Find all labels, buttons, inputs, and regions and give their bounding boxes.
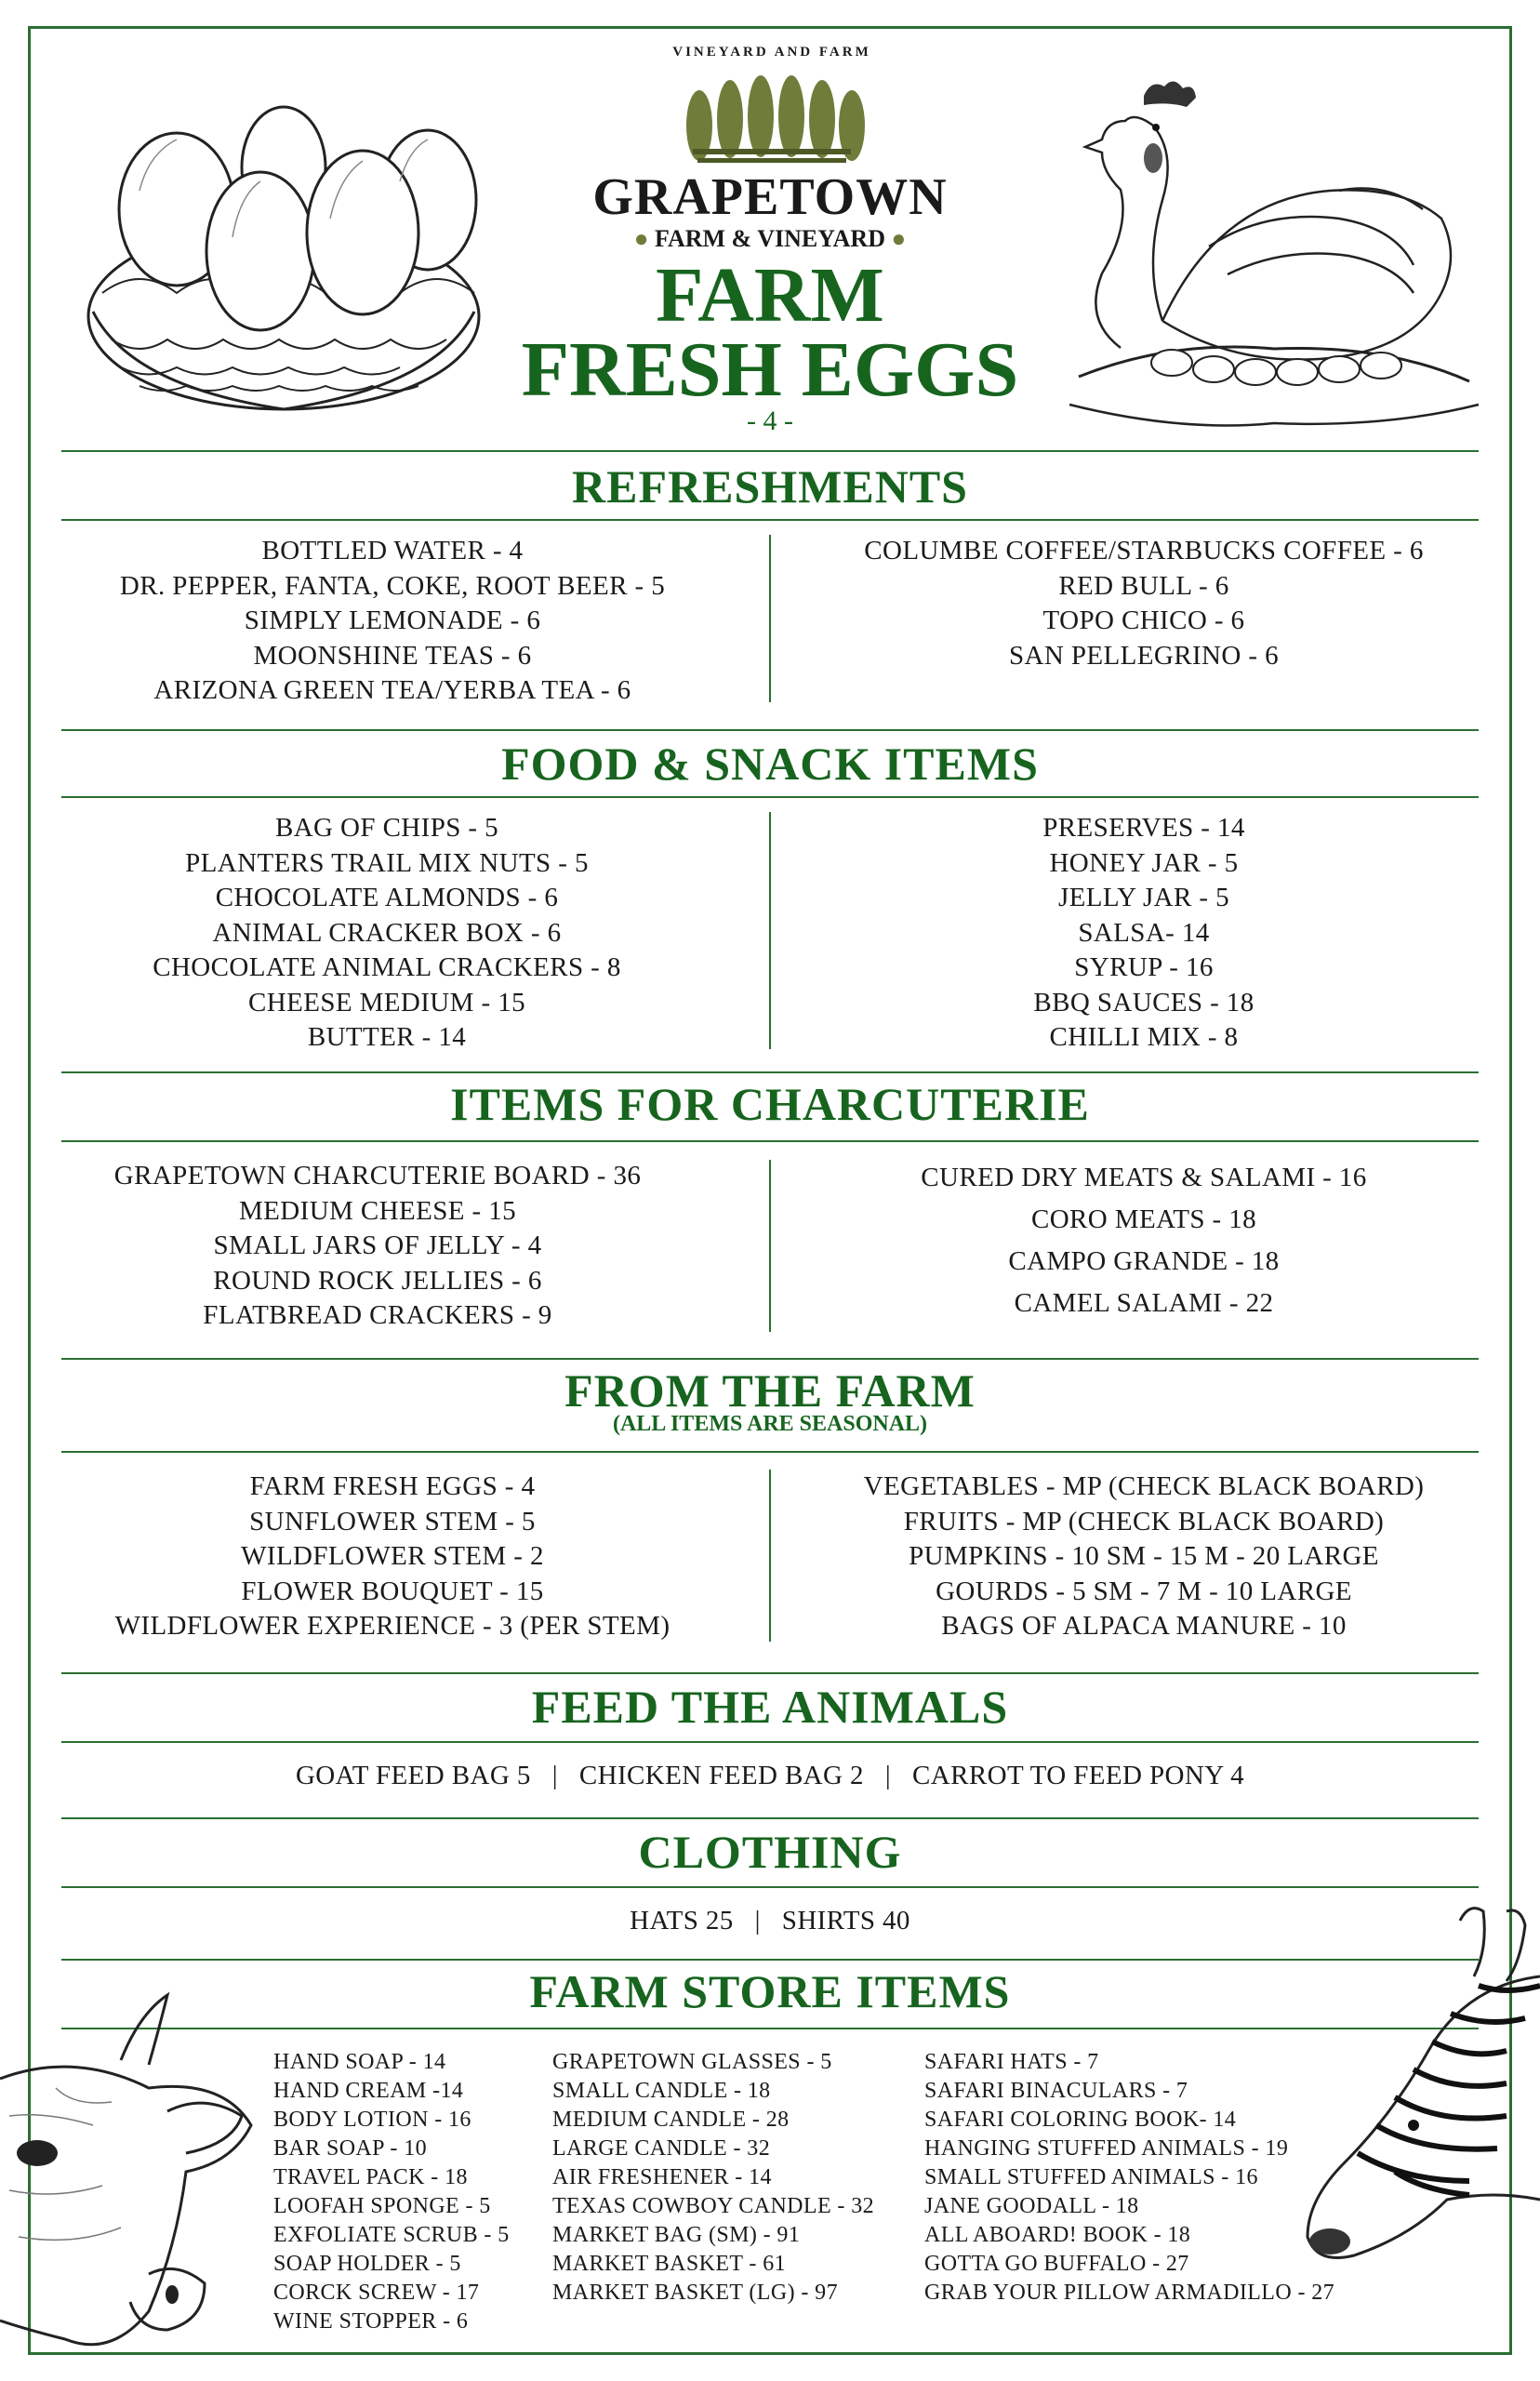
list-item: ALL ABOARD! BOOK - 18 (924, 2223, 1191, 2247)
list-item: TOPO CHICO - 6 (1042, 605, 1245, 635)
section-title-food: FOOD & SNACK ITEMS (501, 738, 1039, 790)
column-divider (769, 812, 771, 1049)
list-item: CAMEL SALAMI - 22 (1014, 1288, 1274, 1318)
list-item: CHILLI MIX - 8 (1049, 1022, 1239, 1052)
hero-title-line2: FRESH EGGS (521, 326, 1019, 413)
list-item: SMALL STUFFED ANIMALS - 16 (924, 2165, 1258, 2189)
divider (61, 1672, 1479, 1674)
divider (61, 1886, 1479, 1888)
list-item: GOTTA GO BUFFALO - 27 (924, 2252, 1189, 2276)
list-item: FRUITS - MP (CHECK BLACK BOARD) (903, 1506, 1385, 1536)
refreshments-right-list (781, 534, 1507, 673)
divider (61, 1741, 1479, 1743)
column-divider (769, 535, 771, 702)
divider (61, 1071, 1479, 1073)
list-item: ARIZONA GREEN TEA/YERBA TEA - 6 (153, 675, 631, 705)
list-item: MEDIUM CHEESE - 15 (239, 1195, 516, 1226)
store-column-3 (924, 2048, 1334, 2308)
list-item: BAG OF CHIPS - 5 (274, 813, 499, 843)
list-item: AIR FRESHENER - 14 (552, 2165, 772, 2189)
brand-subtitle: ● FARM & VINEYARD ● (633, 225, 907, 252)
hero-price: - 4 - (747, 406, 793, 436)
list-item: COLUMBE COFFEE/STARBUCKS COFFEE - 6 (864, 536, 1424, 565)
list-item: SIMPLY LEMONADE - 6 (244, 605, 541, 635)
list-item: MOONSHINE TEAS - 6 (253, 640, 532, 671)
list-item: MEDIUM CANDLE - 28 (552, 2108, 790, 2132)
list-item: CORCK SCREW - 17 (273, 2281, 480, 2305)
list-item: JANE GOODALL - 18 (924, 2194, 1139, 2218)
list-item: TRAVEL PACK - 18 (273, 2165, 468, 2189)
refreshments-left-list (61, 534, 724, 709)
list-item: CORO MEATS - 18 (1030, 1204, 1257, 1234)
section-title-clothing: CLOTHING (638, 1826, 902, 1878)
divider (61, 1817, 1479, 1819)
list-item: ANIMAL CRACKER BOX - 6 (212, 917, 562, 948)
list-item: SMALL CANDLE - 18 (552, 2079, 771, 2103)
list-item: PLANTERS TRAIL MIX NUTS - 5 (185, 847, 589, 878)
farm-subtitle: (ALL ITEMS ARE SEASONAL) (612, 1412, 928, 1436)
divider (61, 519, 1479, 521)
list-item: RED BULL - 6 (1058, 570, 1229, 601)
logo-arc-text: VINEYARD AND FARM (672, 45, 871, 60)
list-item: HONEY JAR - 5 (1049, 847, 1239, 878)
section-title-refreshments: REFRESHMENTS (572, 460, 968, 512)
clothing-prices: HATS 25 | SHIRTS 40 (630, 1906, 910, 1935)
divider (61, 1358, 1479, 1360)
list-item: LOOFAH SPONGE - 5 (273, 2194, 491, 2218)
list-item: ROUND ROCK JELLIES - 6 (213, 1265, 542, 1296)
divider (61, 2028, 1479, 2029)
store-column-2 (552, 2048, 874, 2308)
hero-title-line1: FARM (656, 252, 884, 339)
charcuterie-right-list (781, 1157, 1507, 1324)
list-item: HANGING STUFFED ANIMALS - 19 (924, 2136, 1289, 2161)
food-left-list (61, 811, 712, 1056)
list-item: SAFARI HATS - 7 (924, 2050, 1099, 2074)
list-item: WINE STOPPER - 6 (273, 2309, 469, 2334)
divider (61, 450, 1479, 452)
list-item: BAR SOAP - 10 (273, 2136, 428, 2161)
food-right-list (781, 811, 1507, 1056)
list-item: SAFARI BINACULARS - 7 (924, 2079, 1188, 2103)
list-item: CAMPO GRANDE - 18 (1008, 1246, 1280, 1276)
brand-name: GRAPETOWN (592, 168, 948, 226)
list-item: GOURDS - 5 SM - 7 M - 10 LARGE (936, 1576, 1352, 1606)
list-item: PUMPKINS - 10 SM - 15 M - 20 LARGE (909, 1541, 1379, 1571)
farm-right-list (781, 1470, 1507, 1644)
section-title-charcuterie: ITEMS FOR CHARCUTERIE (450, 1078, 1090, 1130)
list-item: FARM FRESH EGGS - 4 (249, 1471, 536, 1501)
list-item: EXFOLIATE SCRUB - 5 (273, 2223, 510, 2247)
list-item: VEGETABLES - MP (CHECK BLACK BOARD) (863, 1471, 1425, 1501)
divider (61, 729, 1479, 731)
cow-illustration (0, 1939, 270, 2348)
list-item: BUTTER - 14 (307, 1022, 467, 1052)
list-item: SYRUP - 16 (1074, 952, 1214, 982)
list-item: CHEESE MEDIUM - 15 (248, 987, 525, 1018)
divider (61, 1451, 1479, 1453)
list-item: CHOCOLATE ALMONDS - 6 (215, 883, 559, 912)
list-item: CHOCOLATE ANIMAL CRACKERS - 8 (153, 952, 621, 982)
list-item: GRAPETOWN GLASSES - 5 (552, 2050, 832, 2074)
section-title-farm: FROM THE FARM (564, 1364, 976, 1417)
list-item: MARKET BAG (SM) - 91 (552, 2223, 801, 2247)
list-item: WILDFLOWER STEM - 2 (241, 1541, 544, 1571)
list-item: CURED DRY MEATS & SALAMI - 16 (921, 1163, 1367, 1192)
list-item: GRAB YOUR PILLOW ARMADILLO - 27 (924, 2281, 1335, 2305)
section-title-store: FARM STORE ITEMS (529, 1965, 1011, 2017)
list-item: BAGS OF ALPACA MANURE - 10 (941, 1611, 1347, 1641)
list-item: SMALL JARS OF JELLY - 4 (213, 1230, 542, 1260)
divider (61, 1140, 1479, 1142)
list-item: SAN PELLEGRINO - 6 (1009, 640, 1279, 671)
list-item: LARGE CANDLE - 32 (552, 2136, 771, 2161)
list-item: FLOWER BOUQUET - 15 (241, 1576, 544, 1606)
list-item: JELLY JAR - 5 (1057, 883, 1230, 912)
feed-prices: GOAT FEED BAG 5 | CHICKEN FEED BAG 2 | CARROT TO FEED PONY 4 (295, 1761, 1245, 1790)
list-item: HAND CREAM -14 (273, 2079, 464, 2103)
divider (61, 1959, 1479, 1961)
list-item: TEXAS COWBOY CANDLE - 32 (552, 2194, 875, 2218)
list-item: SAFARI COLORING BOOK- 14 (924, 2108, 1237, 2132)
list-item: BBQ SAUCES - 18 (1033, 987, 1255, 1018)
list-item: HAND SOAP - 14 (273, 2050, 446, 2074)
list-item: FLATBREAD CRACKERS - 9 (203, 1300, 552, 1330)
list-item: BOTTLED WATER - 4 (261, 536, 524, 565)
list-item: MARKET BASKET (LG) - 97 (552, 2281, 838, 2305)
charcuterie-left-list (61, 1159, 694, 1334)
farm-left-list (61, 1470, 724, 1644)
list-item: MARKET BASKET - 61 (552, 2252, 786, 2276)
list-item: PRESERVES - 14 (1042, 813, 1245, 843)
list-item: SOAP HOLDER - 5 (273, 2252, 461, 2276)
list-item: SALSA- 14 (1078, 917, 1210, 948)
list-item: BODY LOTION - 16 (273, 2108, 471, 2132)
list-item: DR. PEPPER, FANTA, COKE, ROOT BEER - 5 (119, 570, 666, 601)
list-item: GRAPETOWN CHARCUTERIE BOARD - 36 (113, 1161, 642, 1190)
section-title-feed: FEED THE ANIMALS (531, 1681, 1009, 1733)
column-divider (769, 1470, 771, 1642)
list-item: SUNFLOWER STEM - 5 (249, 1506, 536, 1536)
column-divider (769, 1160, 771, 1332)
store-column-1 (273, 2048, 510, 2336)
divider (61, 796, 1479, 798)
list-item: WILDFLOWER EXPERIENCE - 3 (PER STEM) (114, 1611, 670, 1641)
